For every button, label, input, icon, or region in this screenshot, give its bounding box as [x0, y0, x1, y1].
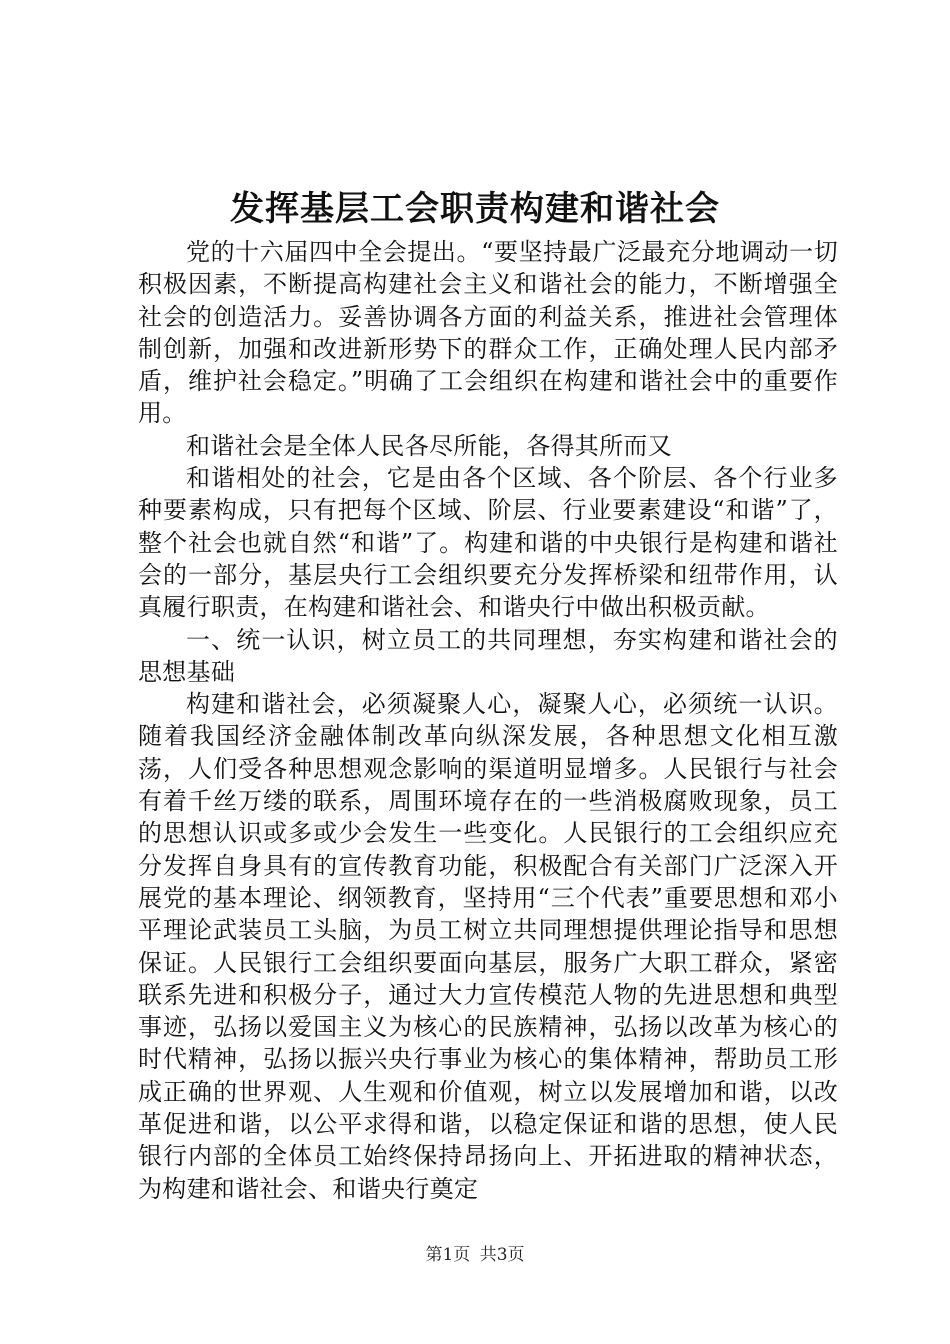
page-total: 共3页 — [479, 1245, 525, 1265]
page-number: 第1页 — [425, 1245, 471, 1265]
section-heading-one: 一、统一认识，树立员工的共同理想，夯实构建和谐社会的思想基础 — [138, 625, 838, 686]
document-body — [138, 236, 838, 1205]
paragraph-intro: 党的十六届四中全会提出。“要坚持最广泛最充分地调动一切积极因素，不断提高构建社会主义和谐社会的能力，不断增强全社会的创造活力。妥善协调各方面的利益关系，推进社会管理体制创新，加强和改进新形势下的群众工作，正确处理人民内部矛盾，维护社会稳定。”明确了工会组织在构建和谐社会中的重要作用。 — [138, 238, 838, 428]
paragraph-harmony-definition: 和谐社会是全体人民各尽所能，各得其所而又 — [186, 431, 672, 460]
paragraph-section-one-body: 构建和谐社会，必须凝聚人心，凝聚人心，必须统一认识。随着我国经济金融体制改革向纵深发展，各种思想文化相互激荡，人们受各种思想观念影响的渠道明显增多。人民银行与社会有着千丝万缕的联系，周围环境存在的一些消极腐败现象，员工的思想认识或多或少会发生一些变化。人民银行的工会组织应充分发挥自身具有的宣传教育功能，积极配合有关部门广泛深入开展党的基本理论、纲领教育，坚持用“三个代表”重要思想和邓小平理论武装员工头脑，为员工树立共同理想提供理论指导和思想保证。人民银行工会组织要面向基层，服务广大职工群众，紧密联系先进和积极分子，通过大力宣传模范人物的先进思想和典型事迹，弘扬以爱国主义为核心的民族精神，弘扬以改革为核心的时代精神，弘扬以振兴央行事业为核心的集体精神，帮助员工形成正确的世界观、人生观和价值观，树立以发展增加和谐，以改革促进和谐，以公平求得和谐，以稳定保证和谐的思想，使人民银行内部的全体员工始终保持昂扬向上、开拓进取的精神状态，为构建和谐社会、和谐央行奠定 — [138, 690, 838, 1203]
document-title: 发挥基层工会职责构建和谐社会 — [230, 189, 720, 229]
paragraph-harmony-composition: 和谐相处的社会，它是由各个区域、各个阶层、各个行业多种要素构成，只有把每个区域、阶层、行业要素建设“和谐”了，整个社会也就自然“和谐”了。构建和谐的中央银行是构建和谐社会的一部分，基层央行工会组织要充分发挥桥梁和纽带作用，认真履行职责，在构建和谐社会、和谐央行中做出积极贡献。 — [138, 464, 838, 622]
page-footer — [0, 1243, 950, 1267]
